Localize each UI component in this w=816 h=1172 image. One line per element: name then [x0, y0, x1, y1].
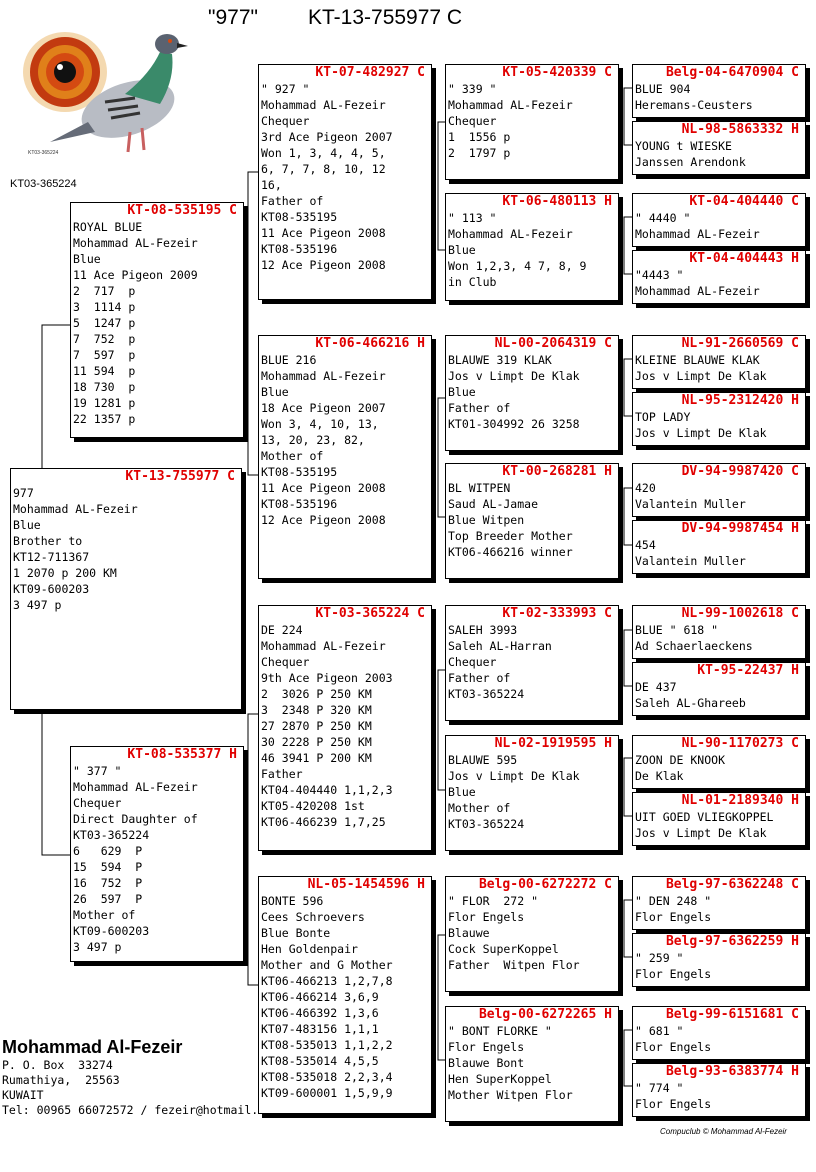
pedigree-line: " 774 "	[635, 1081, 684, 1095]
great-great-grandparent-card	[632, 392, 806, 446]
pedigree-line: KT09-600203	[73, 924, 150, 938]
pedigree-line: Jos v Limpt De Klak	[448, 369, 580, 383]
owner-address-line: KUWAIT	[2, 1088, 44, 1102]
pedigree-line: 19 1281 p	[73, 396, 136, 410]
pedigree-line: Blue	[448, 785, 476, 799]
pedigree-line: KT08-535195	[261, 210, 338, 224]
ring-number: KT-13-755977 C	[125, 469, 235, 484]
ring-number: NL-01-2189340 H	[681, 793, 799, 808]
pedigree-line: SALEH 3993	[448, 623, 518, 637]
copyright-notice: Compuclub © Mohammad Al-Fezeir	[660, 1127, 787, 1136]
pedigree-line: 2 1797 p	[448, 146, 511, 160]
pedigree-line: 30 2228 P 250 KM	[261, 735, 372, 749]
pedigree-line: 5 1247 p	[73, 316, 136, 330]
pedigree-line: KLEINE BLAUWE KLAK	[635, 353, 760, 367]
pedigree-line: Brother to	[13, 534, 83, 548]
pedigree-line: 16 752 P	[73, 876, 143, 890]
pedigree-line: 46 3941 P 200 KM	[261, 751, 372, 765]
pedigree-line: KT08-535014 4,5,5	[261, 1054, 379, 1068]
pedigree-line: KT03-365224	[73, 828, 150, 842]
pedigree-line: Chequer	[448, 655, 497, 669]
owner-address-line: Rumathiya, 25563	[2, 1073, 120, 1087]
ring-number: Belg-00-6272265 H	[478, 1007, 612, 1022]
pedigree-line: KT06-466216 winner	[448, 545, 573, 559]
owner-name: Mohammad Al-Fezeir	[2, 1037, 183, 1057]
pedigree-line: 454	[635, 538, 656, 552]
pedigree-line: "4443 "	[635, 268, 684, 282]
pedigree-line: 11 594 p	[73, 364, 136, 378]
pedigree-line: Cees Schroevers	[261, 910, 365, 924]
ring-number: Belg-97-6362248 C	[665, 877, 799, 892]
great-great-grandparent-card	[632, 605, 806, 659]
ring-number: KT-02-333993 C	[502, 606, 612, 621]
pedigree-line: Mohammad AL-Fezeir	[635, 284, 760, 298]
pedigree-line: Valantein Muller	[635, 497, 746, 511]
dam-card	[70, 746, 244, 962]
pedigree-line: 1 2070 p 200 KM	[13, 566, 117, 580]
ring-number: NL-99-1002618 C	[681, 606, 799, 621]
pedigree-line: KT09-600001 1,5,9,9	[261, 1086, 393, 1100]
great-grandparent-card	[445, 735, 619, 851]
pedigree-line: Mohammad AL-Fezeir	[73, 780, 198, 794]
pedigree-line: Blue Witpen	[448, 513, 525, 527]
pedigree-line: Valantein Muller	[635, 554, 746, 568]
pedigree-line: Blue	[261, 385, 289, 399]
pedigree-line: TOP LADY	[635, 410, 691, 424]
pedigree-line: Mother of	[73, 908, 136, 922]
great-great-grandparent-card	[632, 250, 806, 304]
great-grandparent-card	[445, 605, 619, 721]
pedigree-line: 1 1556 p	[448, 130, 511, 144]
pedigree-line: Blue	[13, 518, 41, 532]
pedigree-line: Flor Engels	[448, 910, 525, 924]
ring-number: NL-91-2660569 C	[681, 336, 799, 351]
ring-number: KT-95-22437 H	[697, 663, 799, 678]
great-grandparent-card	[445, 64, 619, 180]
ring-number: KT-08-535195 C	[127, 203, 237, 218]
pedigree-line: Saleh AL-Harran	[448, 639, 552, 653]
pedigree-line: Flor Engels	[635, 1097, 712, 1111]
pedigree-line: KT09-600203	[13, 582, 90, 596]
pedigree-line: " DEN 248 "	[635, 894, 712, 908]
great-great-grandparent-card	[632, 193, 806, 247]
pedigree-line: Saleh AL-Ghareeb	[635, 696, 746, 710]
great-grandparent-card	[445, 876, 619, 992]
pedigree-line: KT08-535195	[261, 465, 338, 479]
pedigree-line: KT06-466392 1,3,6	[261, 1006, 379, 1020]
pedigree-line: BLAUWE 319 KLAK	[448, 353, 552, 367]
pedigree-line: KT03-365224	[448, 687, 525, 701]
pedigree-line: Chequer	[261, 114, 310, 128]
pedigree-line: 22 1357 p	[73, 412, 136, 426]
ring-number: DV-94-9987454 H	[681, 521, 799, 536]
great-great-grandparent-card	[632, 662, 806, 716]
great-great-grandparent-card	[632, 520, 806, 574]
great-great-grandparent-card	[632, 64, 806, 118]
pedigree-line: UIT GOED VLIEGKOPPEL	[635, 810, 774, 824]
pedigree-line: 3 497 p	[73, 940, 122, 954]
pedigree-line: KT08-535196	[261, 497, 338, 511]
pedigree-line: Mohammad AL-Fezeir	[261, 98, 386, 112]
great-great-grandparent-card	[632, 335, 806, 389]
pedigree-line: 2 3026 P 250 KM	[261, 687, 372, 701]
pedigree-line: BLUE 216	[261, 353, 317, 367]
pedigree-line: " 339 "	[448, 82, 497, 96]
ring-number: NL-90-1170273 C	[681, 736, 799, 751]
pedigree-line: Father Witpen Flor	[448, 958, 580, 972]
ring-number: Belg-93-6383774 H	[665, 1064, 799, 1079]
pedigree-line: Jos v Limpt De Klak	[635, 369, 767, 383]
ring-number: KT-07-482927 C	[315, 65, 425, 80]
pedigree-line: 7 752 p	[73, 332, 136, 346]
pedigree-line: Mohammad AL-Fezeir	[261, 369, 386, 383]
ring-number: NL-02-1919595 H	[494, 736, 612, 751]
pedigree-line: Jos v Limpt De Klak	[635, 826, 767, 840]
pedigree-line: KT12-711367	[13, 550, 90, 564]
ring-number: KT-00-268281 H	[502, 464, 612, 479]
pedigree-line: Won 3, 4, 10, 13,	[261, 417, 379, 431]
pedigree-line: Blauwe	[448, 926, 490, 940]
pedigree-line: " 4440 "	[635, 211, 691, 225]
dam-sire-card	[258, 605, 432, 851]
pedigree-line: ZOON DE KNOOK	[635, 753, 726, 767]
photo-caption: KT03-365224	[10, 178, 77, 190]
pedigree-line: Mother of	[261, 449, 324, 463]
pedigree-line: YOUNG t WIESKE	[635, 139, 732, 153]
great-grandparent-card	[445, 335, 619, 451]
pedigree-line: Mohammad AL-Fezeir	[73, 236, 198, 250]
pedigree-line: Blue	[448, 385, 476, 399]
ring-number: Belg-00-6272272 C	[478, 877, 612, 892]
pedigree-line: ROYAL BLUE	[73, 220, 143, 234]
great-grandparent-card	[445, 193, 619, 301]
ring-number: Belg-04-6470904 C	[665, 65, 799, 80]
great-great-grandparent-card	[632, 933, 806, 987]
sire-sire-card	[258, 64, 432, 300]
pedigree-line: Flor Engels	[635, 1040, 712, 1054]
pedigree-line: Father of	[448, 401, 511, 415]
pedigree-line: Mohammad AL-Fezeir	[13, 502, 138, 516]
ring-number: NL-98-5863332 H	[681, 122, 799, 137]
pedigree-line: Father of	[261, 194, 324, 208]
pedigree-line: 12 Ace Pigeon 2008	[261, 258, 386, 272]
pedigree-line: Flor Engels	[635, 967, 712, 981]
ring-number: NL-95-2312420 H	[681, 393, 799, 408]
pedigree-line: 3 497 p	[13, 598, 62, 612]
pedigree-line: KT03-365224	[448, 817, 525, 831]
pedigree-line: Ad Schaerlaeckens	[635, 639, 753, 653]
pedigree-line: 11 Ace Pigeon 2009	[73, 268, 198, 282]
dam-dam-card	[258, 876, 432, 1114]
pedigree-line: Mother of	[448, 801, 511, 815]
pedigree-line: " 113 "	[448, 211, 497, 225]
subject-card	[10, 468, 242, 710]
pedigree-line: Mohammad AL-Fezeir	[635, 227, 760, 241]
pedigree-line: 27 2870 P 250 KM	[261, 719, 372, 733]
pedigree-line: 11 Ace Pigeon 2008	[261, 481, 386, 495]
pedigree-line: KT08-535018 2,2,3,4	[261, 1070, 393, 1084]
pedigree-line: 420	[635, 481, 656, 495]
great-great-grandparent-card	[632, 1063, 806, 1117]
owner-address-line: P. O. Box 33274	[2, 1058, 113, 1072]
pedigree-line: Chequer	[448, 114, 497, 128]
pedigree-line: 7 597 p	[73, 348, 136, 362]
pedigree-line: KT08-535013 1,1,2,2	[261, 1038, 393, 1052]
ring-number: Belg-97-6362259 H	[665, 934, 799, 949]
pedigree-line: 11 Ace Pigeon 2008	[261, 226, 386, 240]
pedigree-line: Blue	[448, 243, 476, 257]
pedigree-line: 6, 7, 7, 8, 10, 12	[261, 162, 386, 176]
pedigree-line: 18 730 p	[73, 380, 136, 394]
pedigree-line: Blue Bonte	[261, 926, 331, 940]
pedigree-line: " 377 "	[73, 764, 122, 778]
pedigree-line: 15 594 P	[73, 860, 143, 874]
pedigree-line: Mohammad AL-Fezeir	[261, 639, 386, 653]
pedigree-line: Cock SuperKoppel	[448, 942, 559, 956]
pedigree-line: 3 2348 P 320 KM	[261, 703, 372, 717]
pedigree-line: BL WITPEN	[448, 481, 511, 495]
ring-number: Belg-99-6151681 C	[665, 1007, 799, 1022]
pedigree-line: Father of	[448, 671, 511, 685]
pedigree-line: Hen Goldenpair	[261, 942, 358, 956]
pedigree-line: Mother and G Mother	[261, 958, 393, 972]
pedigree-line: KT06-466214 3,6,9	[261, 990, 379, 1004]
sire-card	[70, 202, 244, 438]
great-great-grandparent-card	[632, 876, 806, 930]
pedigree-line: Top Breeder Mother	[448, 529, 573, 543]
pedigree-line: BLAUWE 595	[448, 753, 518, 767]
pedigree-line: Direct Daughter of	[73, 812, 198, 826]
pedigree-line: KT06-466213 1,2,7,8	[261, 974, 393, 988]
great-great-grandparent-card	[632, 735, 806, 789]
pedigree-line: KT05-420208 1st	[261, 799, 365, 813]
pedigree-line: in Club	[448, 275, 497, 289]
sire-dam-card	[258, 335, 432, 579]
pedigree-line: " 681 "	[635, 1024, 684, 1038]
pedigree-line: 3 1114 p	[73, 300, 136, 314]
pedigree-line: Saud AL-Jamae	[448, 497, 539, 511]
pedigree-line: Won 1, 3, 4, 4, 5,	[261, 146, 386, 160]
great-great-grandparent-card	[632, 792, 806, 846]
pedigree-line: KT01-304992 26 3258	[448, 417, 580, 431]
pedigree-line: Mohammad AL-Fezeir	[448, 227, 573, 241]
pedigree-line: Blauwe Bont	[448, 1056, 525, 1070]
pedigree-line: 3rd Ace Pigeon 2007	[261, 130, 393, 144]
pedigree-line: DE 224	[261, 623, 303, 637]
pedigree-line: 16,	[261, 178, 282, 192]
ring-number: KT-06-480113 H	[502, 194, 612, 209]
pedigree-line: 977	[13, 486, 34, 500]
pedigree-line: KT08-535196	[261, 242, 338, 256]
pedigree-line: 9th Ace Pigeon 2003	[261, 671, 393, 685]
pedigree-line: KT06-466239 1,7,25	[261, 815, 386, 829]
great-great-grandparent-card	[632, 463, 806, 517]
pedigree-line: Mother Witpen Flor	[448, 1088, 573, 1102]
ring-number: KT-08-535377 H	[127, 747, 237, 762]
pedigree-line: DE 437	[635, 680, 677, 694]
pedigree-line: BLUE 904	[635, 82, 691, 96]
pedigree-line: Jos v Limpt De Klak	[635, 426, 767, 440]
pedigree-line: KT04-404440 1,1,2,3	[261, 783, 393, 797]
great-great-grandparent-card	[632, 121, 806, 175]
pedigree-line: 13, 20, 23, 82,	[261, 433, 365, 447]
pedigree-line: Jos v Limpt De Klak	[448, 769, 580, 783]
owner-contact-line: Tel: 00965 66072572 / fezeir@hotmail.	[2, 1103, 259, 1117]
pedigree-line: 12 Ace Pigeon 2008	[261, 513, 386, 527]
pedigree-line: 26 597 P	[73, 892, 143, 906]
ring-number: NL-00-2064319 C	[494, 336, 612, 351]
pigeon-ring: KT-13-755977 C	[308, 6, 463, 29]
ring-number: DV-94-9987420 C	[681, 464, 799, 479]
pedigree-line: " 259 "	[635, 951, 684, 965]
pedigree-line: KT07-483156 1,1,1	[261, 1022, 379, 1036]
pedigree-line: 2 717 p	[73, 284, 136, 298]
pedigree-line: Janssen Arendonk	[635, 155, 746, 169]
ring-number: KT-03-365224 C	[315, 606, 425, 621]
pedigree-line: Blue	[73, 252, 101, 266]
pedigree-line: " FLOR 272 "	[448, 894, 539, 908]
photo-small-label: KT03-365224	[28, 150, 59, 156]
pedigree-line: Chequer	[73, 796, 122, 810]
great-grandparent-card	[445, 463, 619, 579]
great-great-grandparent-card	[632, 1006, 806, 1060]
pedigree-line: Father	[261, 767, 303, 781]
pedigree-line: Heremans-Ceusters	[635, 98, 753, 112]
ring-number: KT-06-466216 H	[315, 336, 425, 351]
pedigree-line: Mohammad AL-Fezeir	[448, 98, 573, 112]
ring-number: NL-05-1454596 H	[307, 877, 425, 892]
pedigree-line: " 927 "	[261, 82, 310, 96]
ring-number: KT-04-404443 H	[689, 251, 799, 266]
pedigree-line: 6 629 P	[73, 844, 143, 858]
pedigree-line: Won 1,2,3, 4 7, 8, 9	[448, 259, 587, 273]
pedigree-line: " BONT FLORKE "	[448, 1024, 552, 1038]
pedigree-line: BONTE 596	[261, 894, 324, 908]
pedigree-line: BLUE " 618 "	[635, 623, 719, 637]
pedigree-line: 18 Ace Pigeon 2007	[261, 401, 386, 415]
great-grandparent-card	[445, 1006, 619, 1122]
ring-number: KT-05-420339 C	[502, 65, 612, 80]
pedigree-line: Flor Engels	[448, 1040, 525, 1054]
owner-info	[2, 1036, 258, 1118]
pedigree-line: Hen SuperKoppel	[448, 1072, 552, 1086]
ring-number: KT-04-404440 C	[689, 194, 799, 209]
pedigree-line: Chequer	[261, 655, 310, 669]
pigeon-name: "977"	[208, 6, 258, 29]
pedigree-line: Flor Engels	[635, 910, 712, 924]
pedigree-line: De Klak	[635, 769, 684, 783]
